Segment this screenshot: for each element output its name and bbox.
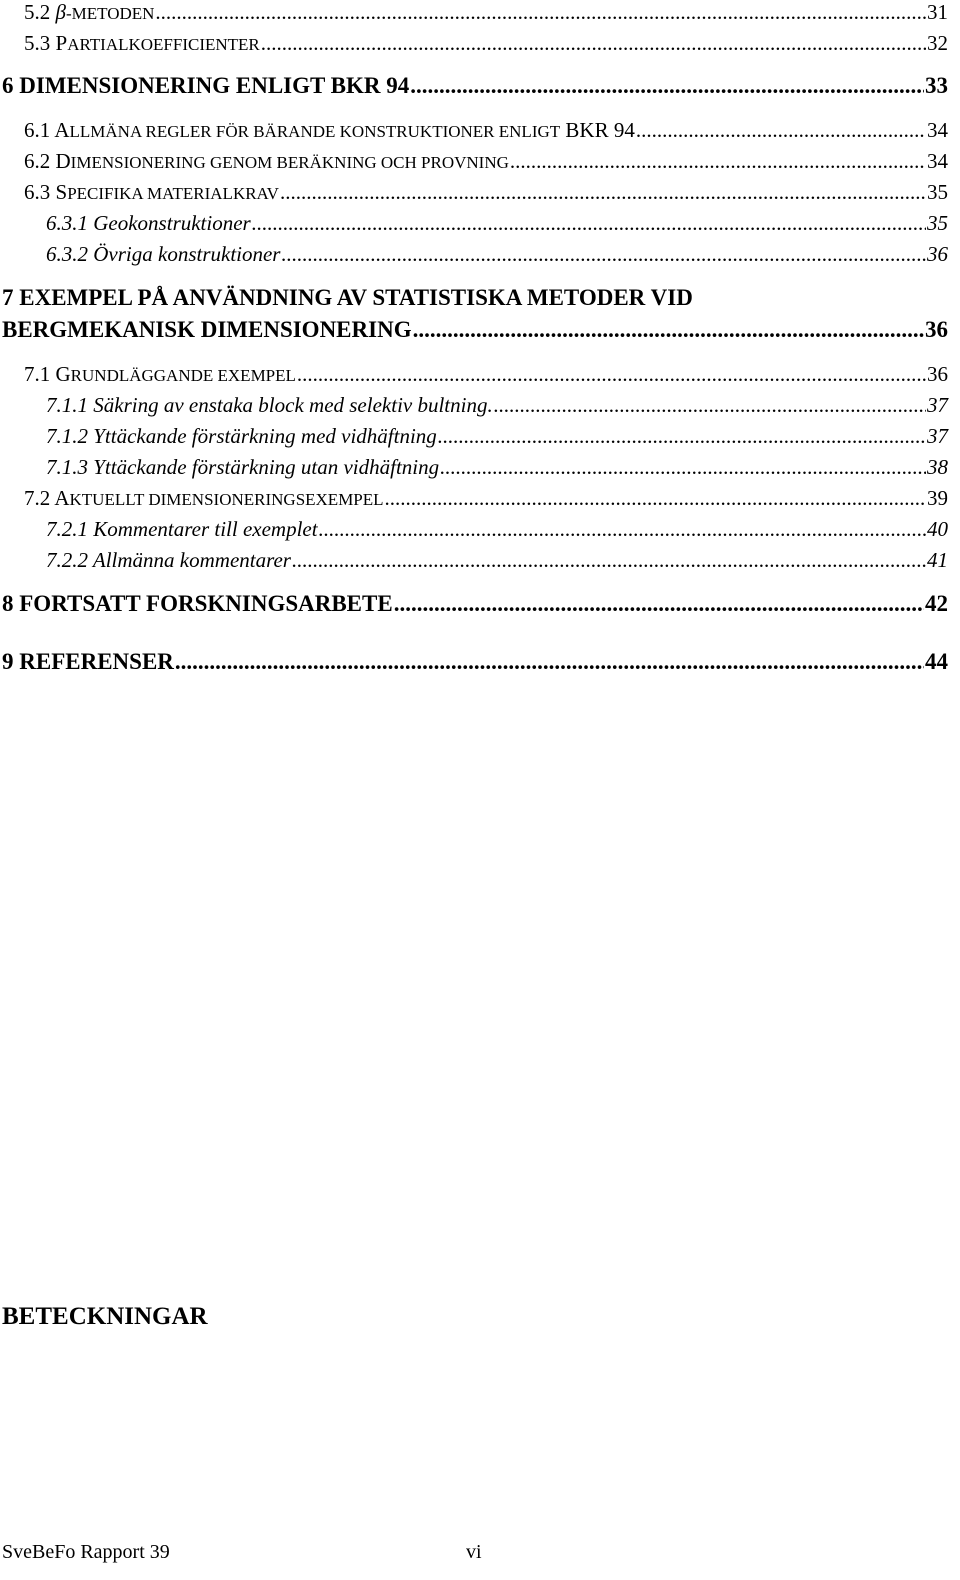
leader-dots	[438, 424, 926, 449]
leader-dots	[252, 211, 926, 236]
toc-entry-6-1[interactable]: 6.1 ALLMÄNA REGLER FÖR BÄRANDE KONSTRUKTIONER ENLIGT BKR 94 ..... 34	[24, 118, 948, 143]
leader-dots	[510, 149, 926, 174]
leader-dots	[281, 242, 926, 267]
page-number: 37	[927, 393, 948, 417]
toc-entry-7-1-2[interactable]: 7.1.2 Yttäckande förstärkning med vidhäftning ..... 37	[46, 424, 948, 449]
page-number: 34	[927, 118, 948, 142]
page-number: 42	[925, 591, 948, 616]
page-number: 31	[927, 0, 948, 24]
footer-page-number: vi	[466, 1541, 482, 1563]
leader-dots	[413, 317, 924, 343]
page-number: 34	[927, 149, 948, 173]
page-number: 37	[927, 424, 948, 448]
toc-entry-7-1-3[interactable]: 7.1.3 Yttäckande förstärkning utan vidhäftning ..... 38	[46, 455, 948, 480]
page-number: 39	[927, 486, 948, 510]
footer-report-title: SveBeFo Rapport 39	[2, 1541, 170, 1563]
leader-dots	[394, 591, 924, 617]
toc-entry-7-2[interactable]: 7.2 AKTUELLT DIMENSIONERINGSEXEMPEL ..... 39	[24, 486, 948, 511]
section-heading-beteckningar: BETECKNINGAR	[2, 1303, 208, 1330]
leader-dots	[494, 393, 926, 418]
leader-dots	[261, 31, 926, 56]
page-number: 33	[925, 73, 948, 98]
toc-entry-6-2[interactable]: 6.2 DIMENSIONERING GENOM BERÄKNING OCH PROVNING ..... 34	[24, 149, 948, 174]
leader-dots	[410, 73, 924, 99]
toc-entry-7[interactable]: BERGMEKANISK DIMENSIONERING ..... 36	[2, 317, 948, 343]
toc-entry-7-line1[interactable]: 7 EXEMPEL PÅ ANVÄNDNING AV STATISTISKA METODER VID	[2, 285, 693, 310]
toc-entry-7-1[interactable]: 7.1 GRUNDLÄGGANDE EXEMPEL ..... 36	[24, 362, 948, 387]
leader-dots	[280, 180, 926, 205]
page-number: 36	[925, 317, 948, 342]
toc-entry-6-3-1[interactable]: 6.3.1 Geokonstruktioner ..... 35	[46, 211, 948, 236]
toc-entry-5-3[interactable]: 5.3 PARTIALKOEFFICIENTER ..... 32	[24, 31, 948, 56]
leader-dots	[155, 0, 926, 25]
toc-entry-8[interactable]: 8 FORTSATT FORSKNINGSARBETE ..... 42	[2, 591, 948, 617]
toc-entry-7-2-2[interactable]: 7.2.2 Allmänna kommentarer ..... 41	[46, 548, 948, 573]
toc-entry-9[interactable]: 9 REFERENSER ..... 44	[2, 649, 948, 675]
toc-entry-7-2-1[interactable]: 7.2.1 Kommentarer till exemplet ..... 40	[46, 517, 948, 542]
page-number: 35	[927, 180, 948, 204]
leader-dots	[385, 486, 926, 511]
page-number: 35	[927, 211, 948, 235]
leader-dots	[297, 362, 926, 387]
leader-dots	[440, 455, 926, 480]
leader-dots	[292, 548, 926, 573]
toc-entry-5-2[interactable]: 5.2 β-METODEN ..... 31	[24, 0, 948, 25]
page-number: 36	[927, 362, 948, 386]
page-number: 38	[927, 455, 948, 479]
page-number: 41	[927, 548, 948, 572]
toc-entry-6-3[interactable]: 6.3 SPECIFIKA MATERIALKRAV ..... 35	[24, 180, 948, 205]
leader-dots	[175, 649, 924, 675]
toc-entry-6-3-2[interactable]: 6.3.2 Övriga konstruktioner ..... 36	[46, 242, 948, 267]
leader-dots	[636, 118, 926, 143]
page-number: 32	[927, 31, 948, 55]
toc-entry-6[interactable]: 6 DIMENSIONERING ENLIGT BKR 94 ..... 33	[2, 73, 948, 99]
page-number: 40	[927, 517, 948, 541]
leader-dots	[319, 517, 926, 542]
page-number: 44	[925, 649, 948, 674]
toc-entry-7-1-1[interactable]: 7.1.1 Säkring av enstaka block med selektiv bultning. ..... 37	[46, 393, 948, 418]
page-number: 36	[927, 242, 948, 266]
